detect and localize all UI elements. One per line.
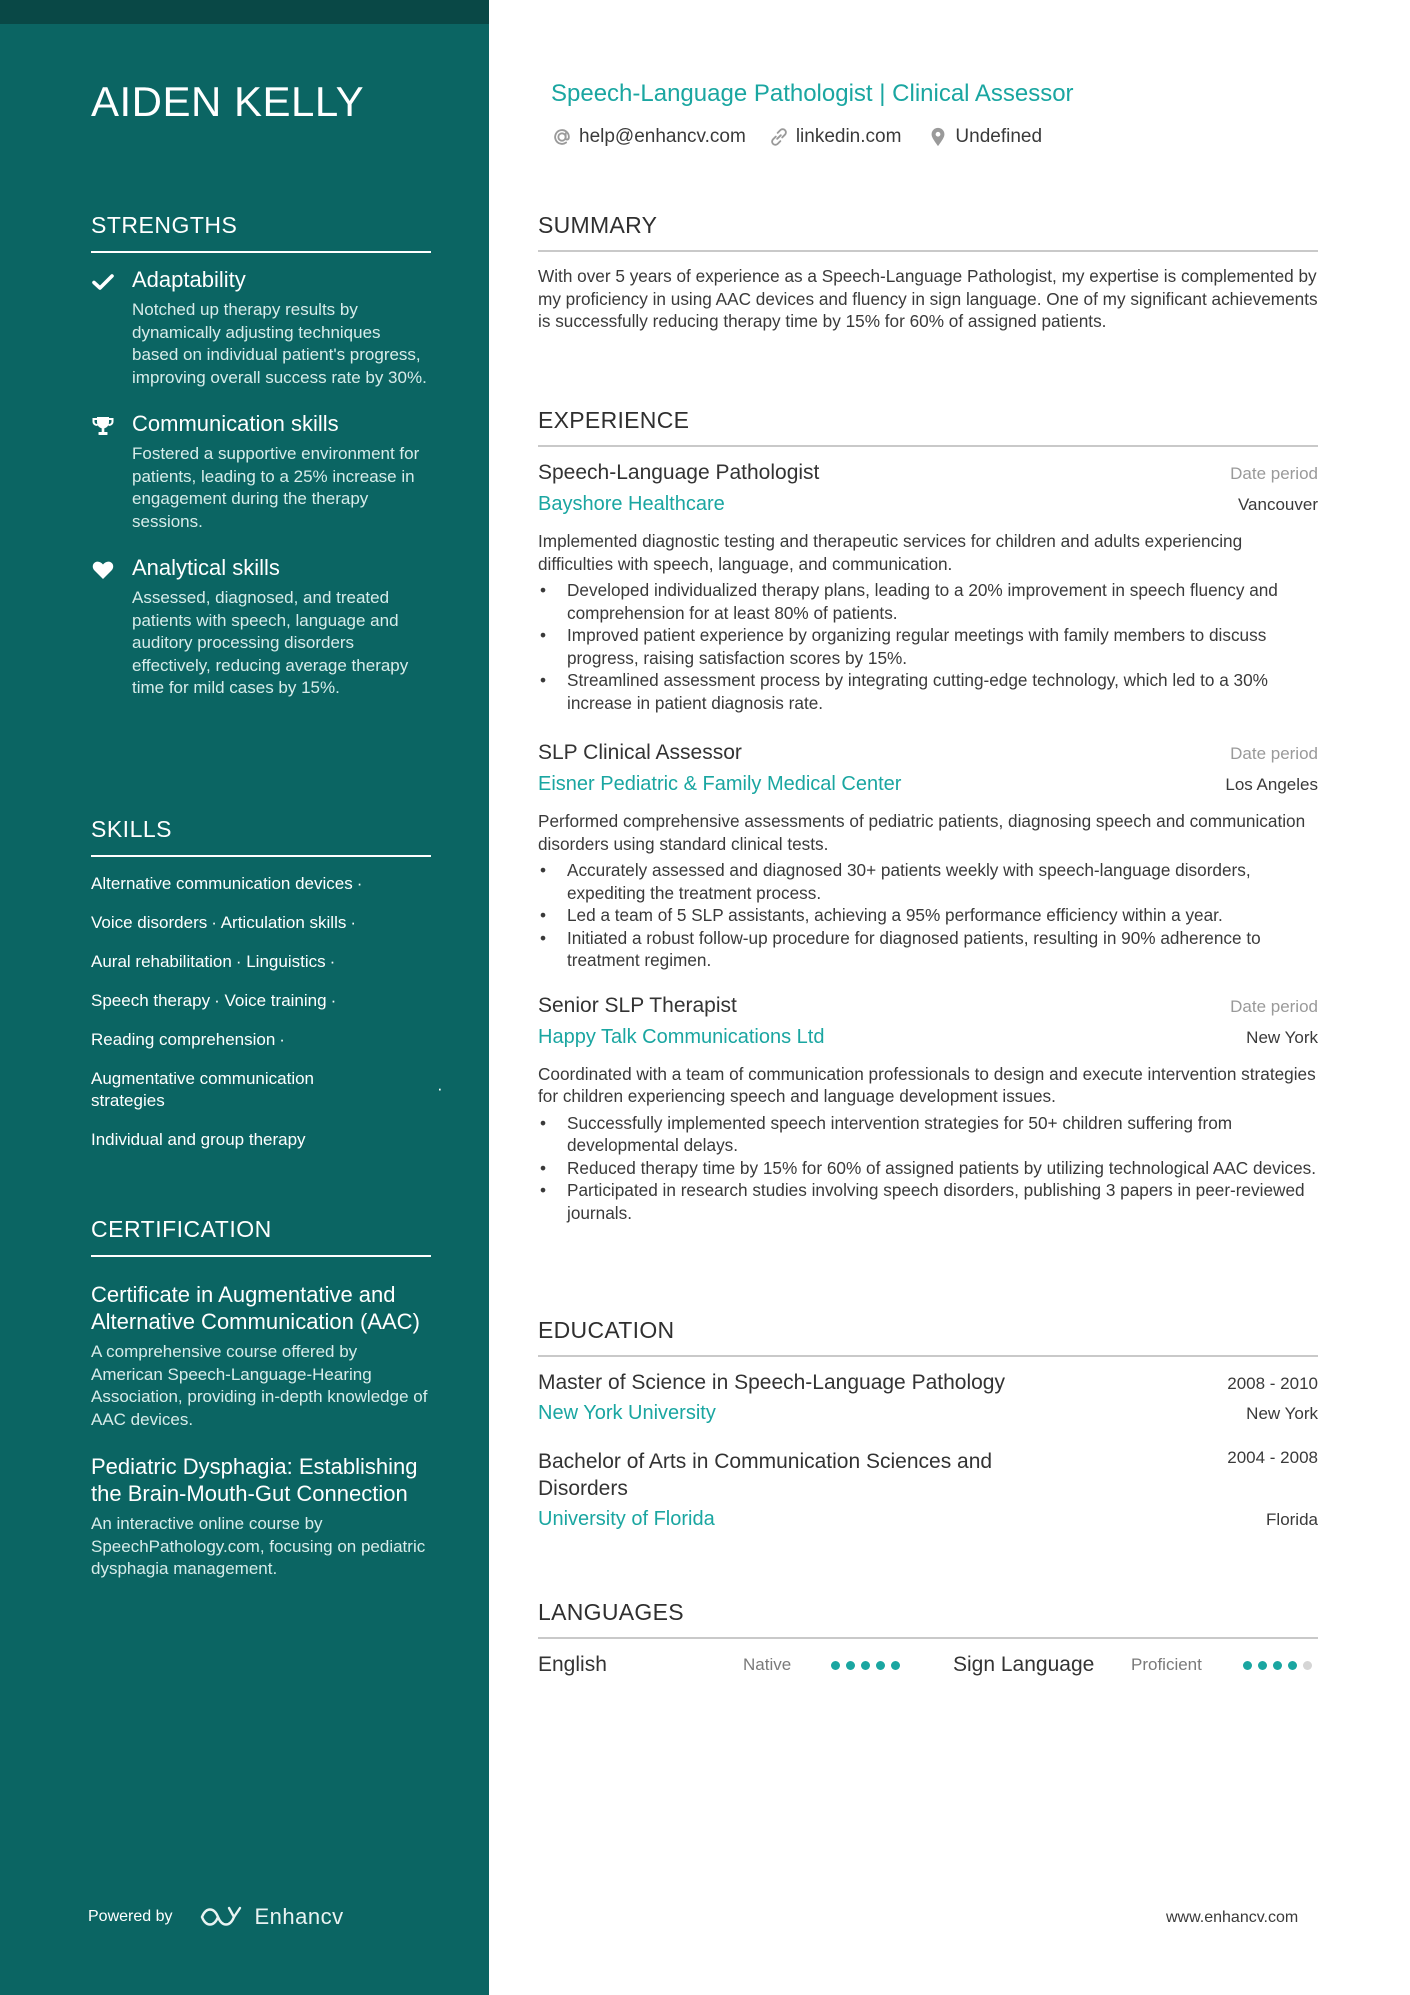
job-title: Senior SLP Therapist [538, 993, 737, 1017]
language-name: English [538, 1653, 607, 1676]
languages-heading: LANGUAGES [538, 1599, 1318, 1639]
education-dates: 2004 - 2008 [1227, 1448, 1318, 1467]
job-company[interactable]: Bayshore Healthcare [538, 493, 725, 515]
contact-linkedin-text: linkedin.com [795, 126, 902, 147]
skill-separator: · [329, 952, 336, 971]
job-location: New York [1246, 1027, 1318, 1047]
certification-description: A comprehensive course offered by American Speech-Language-Hearing Association, providing in-depth knowledge of AAC devices. [91, 1342, 428, 1429]
location-pin-icon [927, 126, 949, 148]
summary-text: With over 5 years of experience as a Speech-Language Pathologist, my expertise is complemented by my proficiency in using AAC devices and fluency in sign language. One of my significant achievements is successfully reducing therapy time by 15% for 60% of assigned patients. [538, 266, 1318, 331]
checkmark-icon [91, 270, 115, 294]
certification-heading: CERTIFICATION [91, 1216, 431, 1257]
skill-tag: Speech therapy [91, 991, 211, 1010]
certification-title: Pediatric Dysphagia: Establishing the Brain-Mouth-Gut Connection [91, 1454, 418, 1506]
language-level: Native [743, 1655, 792, 1674]
certification-section [91, 1216, 431, 1603]
rating-dot [1243, 1661, 1252, 1670]
enhancv-logo-icon [199, 1904, 247, 1930]
strength-item [91, 267, 431, 389]
job-bullet: • Improved patient experience by organizing regular meetings with family members to discuss progress, raising satisfaction scores by 15%. [567, 624, 1318, 669]
skill-row [91, 951, 431, 973]
skill-row [91, 1068, 443, 1112]
job-date: Date period [1230, 744, 1318, 763]
skill-separator: · [279, 1030, 285, 1049]
experience-heading: EXPERIENCE [538, 407, 1318, 447]
job-entry [538, 994, 1318, 1225]
strength-description: Fostered a supportive environment for patients, leading to a 25% increase in engagement during the therapy sessions. [132, 444, 420, 531]
skills-section [91, 816, 443, 1168]
certification-item [91, 1453, 431, 1581]
languages-section [538, 1599, 1318, 1677]
job-bullet: • Initiated a robust follow-up procedure for diagnosed patients, resulting in 90% adherence to treatment regimen. [567, 927, 1318, 972]
job-title: Speech-Language Pathologist [538, 461, 820, 484]
powered-by-label: Powered by [88, 1908, 173, 1925]
rating-dot [1288, 1661, 1297, 1670]
contact-bar [551, 126, 1064, 148]
skill-separator: · [356, 874, 363, 893]
job-bullet: • Participated in research studies involving speech disorders, publishing 3 papers in peer-reviewed journals. [567, 1179, 1318, 1224]
job-bullet: • Reduced therapy time by 15% for 60% of assigned patients by utilizing technological AAC devices. [567, 1157, 1318, 1180]
skill-tag: Aural rehabilitation [91, 952, 232, 971]
skill-separator: · [235, 952, 242, 971]
skill-row [91, 1029, 431, 1051]
skill-tag: Linguistics [246, 952, 326, 971]
job-title: SLP Clinical Assessor [538, 741, 742, 764]
rating-dot [861, 1661, 870, 1670]
skill-row [91, 873, 431, 895]
sidebar [0, 0, 489, 1995]
trophy-icon [91, 414, 115, 438]
sidebar-top-bar [0, 0, 489, 24]
skill-row [91, 990, 431, 1012]
certification-description: An interactive online course by SpeechPathology.com, focusing on pediatric dysphagia management. [91, 1514, 426, 1578]
skills-heading: SKILLS [91, 816, 431, 857]
rating-dot [876, 1661, 885, 1670]
certification-title: Certificate in Augmentative and Alternative Communication (AAC) [91, 1282, 420, 1334]
contact-email[interactable] [551, 126, 746, 148]
job-bullet: • Developed individualized therapy plans, leading to a 20% improvement in speech fluency and comprehension for at least 80% of patients. [567, 579, 1318, 624]
job-bullets [538, 1112, 1318, 1225]
skill-tag: Voice training [224, 991, 327, 1010]
skill-separator: · [330, 991, 337, 1010]
skill-tag: Voice disorders [91, 913, 208, 932]
contact-location [923, 126, 1042, 148]
education-school[interactable]: New York University [538, 1402, 716, 1424]
strengths-heading: STRENGTHS [91, 212, 431, 253]
experience-section [538, 407, 1318, 1224]
job-bullets [538, 579, 1318, 714]
job-bullets [538, 859, 1318, 972]
job-entry [538, 741, 1318, 972]
strength-description: Assessed, diagnosed, and treated patients with speech, language and auditory processing disorders effectively, reducing average therapy time for mild cases by 15%. [132, 588, 409, 697]
education-location: Florida [1266, 1510, 1318, 1529]
job-entry [538, 461, 1318, 714]
job-bullet: • Streamlined assessment process by integrating cutting-edge technology, which led to a 30% increase in patient diagnosis rate. [567, 669, 1318, 714]
job-company[interactable]: Happy Talk Communications Ltd [538, 1025, 825, 1048]
language-rating [1243, 1661, 1318, 1670]
skill-separator: · [350, 913, 357, 932]
education-location: New York [1246, 1404, 1318, 1423]
at-icon [551, 126, 573, 148]
skill-tag: Augmentative communication strategies [91, 1069, 315, 1110]
summary-heading: SUMMARY [538, 212, 1318, 252]
powered-by [88, 1904, 344, 1930]
job-bullet: • Accurately assessed and diagnosed 30+ patients weekly with speech-language disorders, expediting the treatment process. [567, 859, 1318, 904]
job-bullet: • Successfully implemented speech intervention strategies for 50+ children suffering from developmental delays. [567, 1112, 1318, 1157]
education-heading: EDUCATION [538, 1317, 1318, 1357]
certification-item [91, 1281, 431, 1431]
language-rating [831, 1661, 953, 1670]
education-degree: Master of Science in Speech-Language Pathology [538, 1371, 1005, 1394]
skill-separator: · [214, 991, 220, 1010]
contact-location-text: Undefined [955, 126, 1043, 147]
skill-row [91, 1129, 431, 1151]
skill-separator: · [211, 913, 217, 932]
job-date: Date period [1230, 464, 1318, 483]
education-dates: 2008 - 2010 [1227, 1374, 1318, 1393]
rating-dot [891, 1661, 900, 1670]
heart-icon [91, 558, 115, 582]
candidate-name: AIDEN KELLY [91, 78, 365, 125]
rating-dot [1303, 1661, 1312, 1670]
strength-item [91, 555, 431, 700]
rating-dot [846, 1661, 855, 1670]
enhancv-logo[interactable] [199, 1904, 344, 1930]
summary-section [538, 212, 1318, 333]
education-item [538, 1369, 1318, 1425]
strengths-section [91, 212, 431, 722]
job-description: Performed comprehensive assessments of pediatric patients, diagnosing speech and communication disorders using standard clinical tests. [538, 811, 1306, 854]
language-name: Sign Language [953, 1653, 1095, 1676]
job-company[interactable]: Eisner Pediatric & Family Medical Center [538, 773, 902, 795]
enhancv-logo-text: Enhancv [254, 1904, 344, 1929]
skill-tag: Individual and group therapy [91, 1130, 306, 1149]
education-section [538, 1317, 1318, 1531]
contact-email-text: help@enhancv.com [579, 126, 746, 147]
skill-tag: Articulation skills [220, 913, 347, 932]
education-degree: Bachelor of Arts in Communication Sciences and Disorders [538, 1450, 993, 1500]
role-title: Speech-Language Pathologist | Clinical Assessor [551, 80, 1074, 107]
skill-separator: · [437, 1079, 443, 1098]
skill-row [91, 912, 431, 934]
strength-title: Analytical skills [132, 555, 280, 580]
languages-row [538, 1653, 1318, 1677]
skill-tag: Alternative communication devices [91, 874, 353, 893]
strength-title: Adaptability [132, 267, 246, 292]
language-level: Proficient [1131, 1655, 1202, 1674]
job-description: Coordinated with a team of communication professionals to design and execute intervention strategies for children experiencing speech and language development issues. [538, 1063, 1316, 1106]
job-location: Los Angeles [1225, 775, 1318, 794]
job-date: Date period [1230, 996, 1318, 1016]
link-icon [768, 126, 790, 148]
job-location: Vancouver [1237, 495, 1318, 514]
job-bullet: • Led a team of 5 SLP assistants, achieving a 95% performance efficiency within a year. [567, 904, 1318, 927]
strength-title: Communication skills [132, 411, 339, 436]
rating-dot [831, 1661, 840, 1670]
strength-description: Notched up therapy results by dynamically adjusting techniques based on individual patient's progress, improving overall success rate by 30%. [132, 300, 427, 387]
rating-dot [1273, 1661, 1282, 1670]
education-item [538, 1448, 1318, 1531]
contact-linkedin[interactable] [768, 126, 902, 148]
website-link[interactable]: www.enhancv.com [1166, 1909, 1299, 1926]
strength-item [91, 411, 431, 533]
rating-dot [1258, 1661, 1267, 1670]
education-school[interactable]: University of Florida [538, 1508, 715, 1530]
job-description: Implemented diagnostic testing and therapeutic services for children and adults experiencing difficulties with speech, language, and communication. [538, 531, 1243, 574]
skill-tag: Reading comprehension [91, 1030, 276, 1049]
